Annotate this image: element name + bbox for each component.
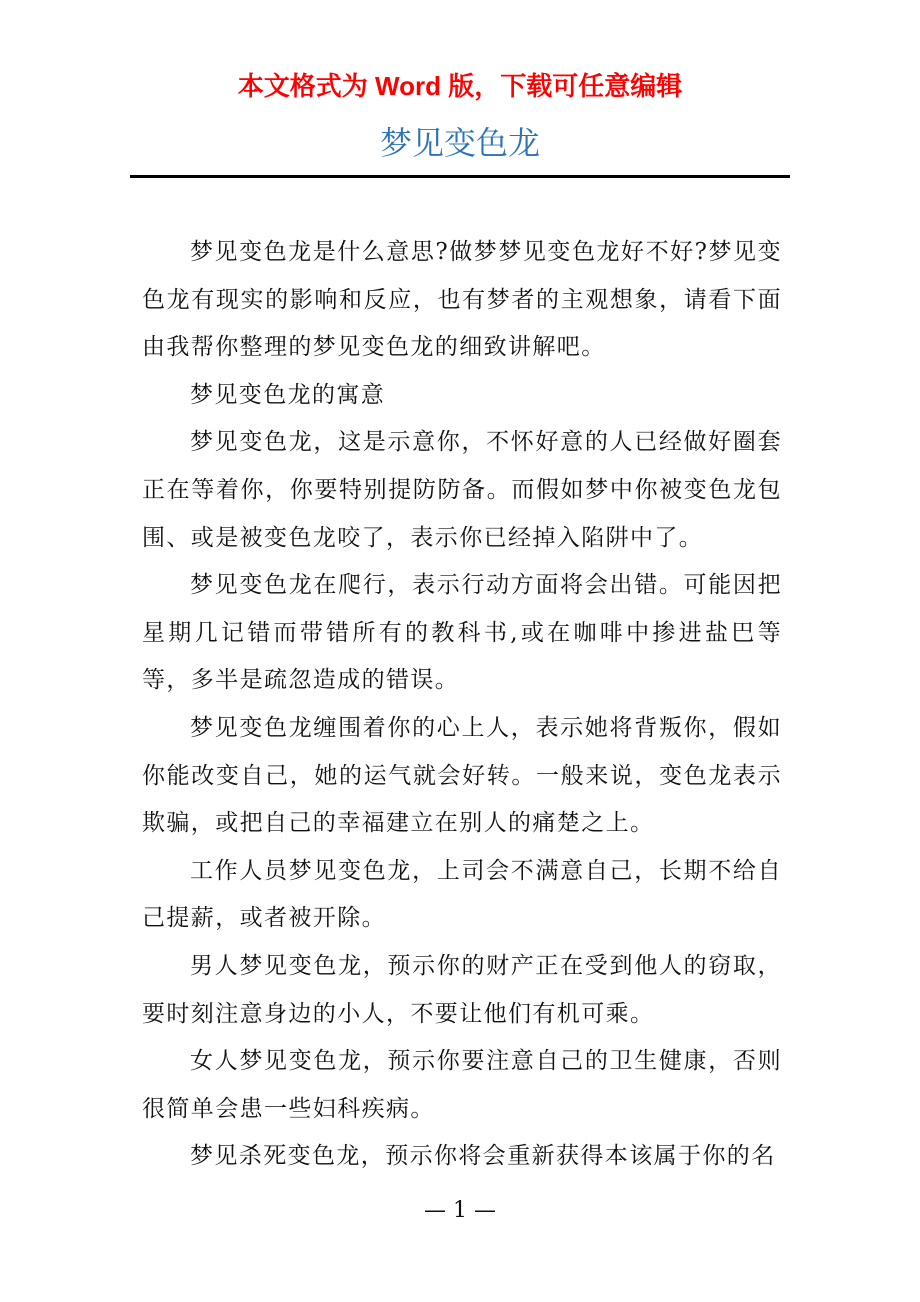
document-title: 梦见变色龙 — [379, 125, 540, 161]
paragraph: 梦见变色龙是什么意思?做梦梦见变色龙好不好?梦见变色龙有现实的影响和反应，也有梦者的主观想象，请看下面由我帮你整理的梦见变色龙的细致讲解吧。 — [142, 239, 782, 361]
paragraph: 女人梦见变色龙，预示你要注意自己的卫生健康，否则很简单会患一些妇科疾病。 — [142, 1048, 782, 1122]
word-format-notice: 本文格式为 Word 版，下载可任意编辑 — [237, 71, 683, 101]
header-divider — [130, 175, 790, 178]
paragraph: 工作人员梦见变色龙，上司会不满意自己，长期不给自己提薪，或者被开除。 — [142, 857, 782, 932]
paragraph: 梦见变色龙在爬行，表示行动方面将会出错。可能因把星期几记错而带错所有的教科书,或在咖啡中掺进盐巴等等，多半是疏忽造成的错误。 — [142, 572, 782, 694]
section-heading: 梦见变色龙的寓意 — [190, 381, 386, 408]
paragraph: 男人梦见变色龙，预示你的财产正在受到他人的窃取，要时刻注意身边的小人，不要让他们有机可乘。 — [142, 952, 782, 1027]
paragraph: 梦见变色龙缠围着你的心上人，表示她将背叛你，假如你能改变自己，她的运气就会好转。一般来说，变色龙表示欺骗，或把自己的幸福建立在别人的痛楚之上。 — [142, 714, 782, 837]
paragraph: 梦见杀死变色龙，预示你将会重新获得本该属于你的名 — [190, 1143, 776, 1170]
document-body — [142, 229, 782, 1181]
paragraph: 梦见变色龙，这是示意你，不怀好意的人已经做好圈套正在等着你，你要特别提防防备。而假如梦中你被变色龙包围、或是被变色龙咬了，表示你已经掉入陷阱中了。 — [142, 429, 782, 551]
page-number: — 1 — — [424, 1198, 496, 1223]
